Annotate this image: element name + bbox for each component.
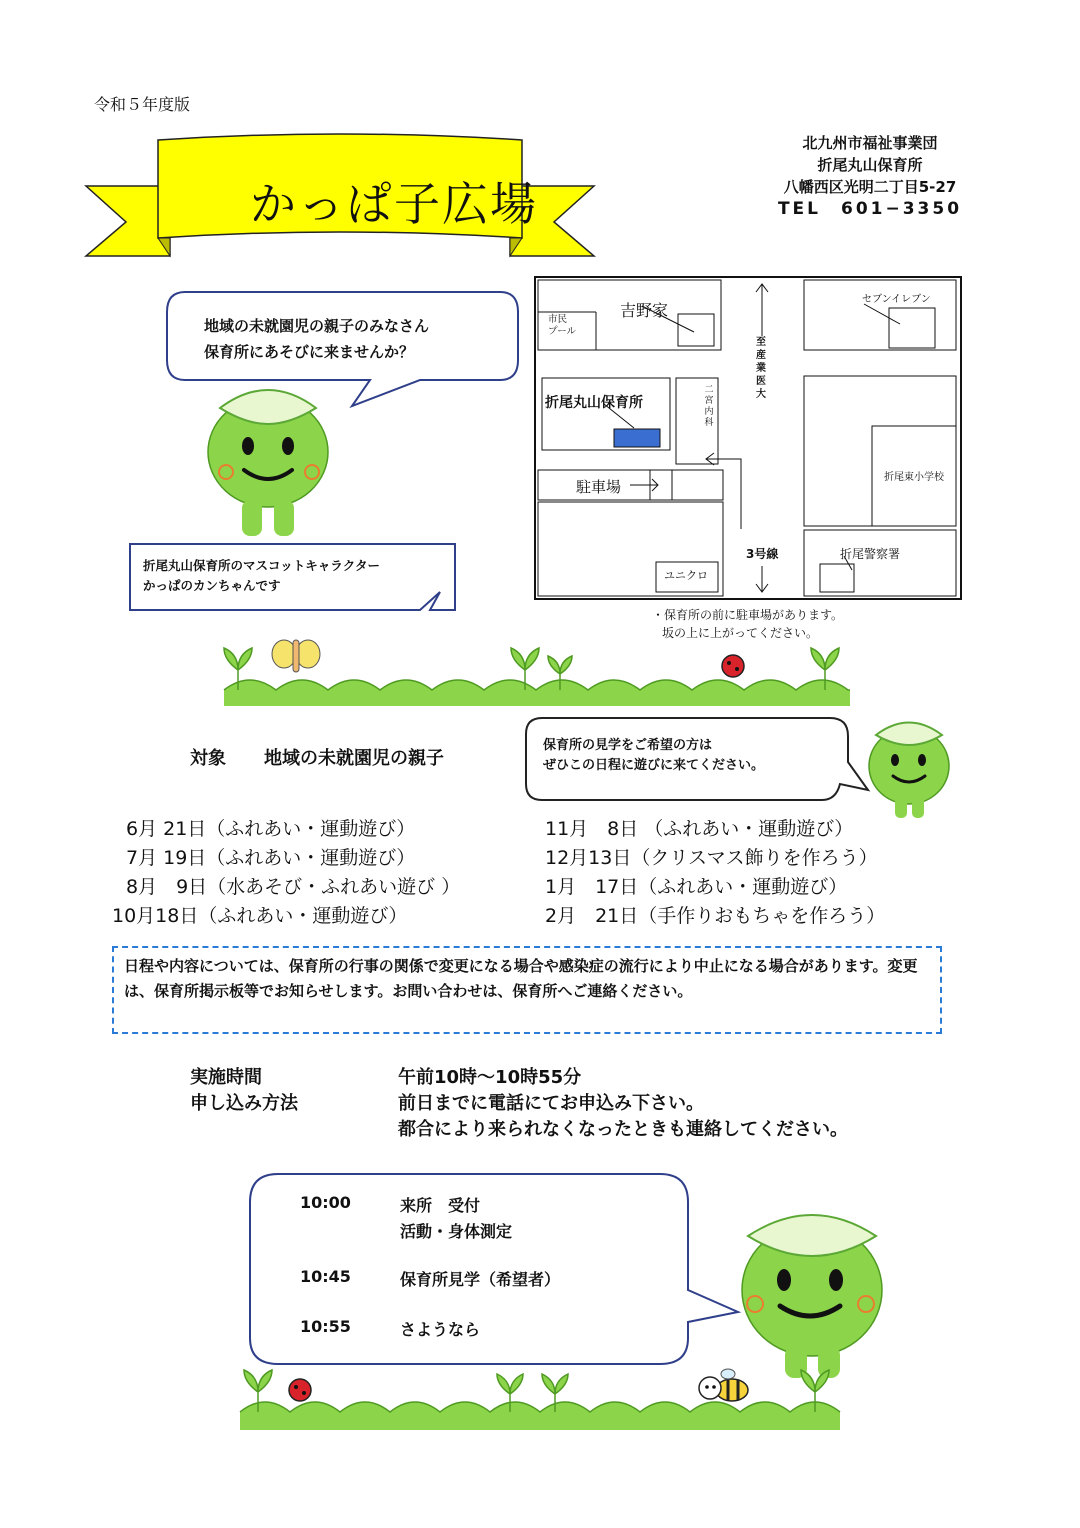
map-pool	[548, 314, 576, 338]
map-univ-char: 産	[756, 350, 766, 361]
schedule-item: 12月13日（クリスマス飾りを作ろう）	[545, 847, 878, 869]
map-clinic-char: 二	[704, 385, 714, 395]
time-label: 実施時間	[190, 1067, 262, 1088]
mascot-large-icon	[742, 1215, 882, 1378]
map-to-university	[755, 336, 767, 401]
apply-value-1: 前日までに電話にてお申込み下さい。	[398, 1093, 704, 1114]
mascot-caption-line-2: かっぱのカンちゃんです	[143, 578, 281, 593]
map-uniqlo: ユニクロ	[664, 569, 708, 582]
mascot-small-icon	[869, 723, 949, 819]
butterfly-icon	[272, 640, 320, 672]
apply-value-2: 都合により来られなくなったときも連絡してください。	[398, 1119, 848, 1140]
map-clinic-char: 宮	[704, 396, 714, 406]
map-univ-char: 医	[756, 376, 766, 387]
day-desc: さようなら	[400, 1320, 481, 1339]
ladybug-icon	[289, 1379, 311, 1401]
map-note	[652, 606, 843, 642]
map-yoshinoya: 吉野家	[620, 301, 669, 320]
visit-message	[543, 736, 764, 776]
map-note-line-2: 坂の上に上がってください。	[662, 626, 819, 640]
visit-line-1: 保育所の見学をご希望の方は	[543, 738, 713, 753]
schedule-left	[112, 815, 460, 931]
day-time: 10:00	[300, 1193, 351, 1212]
day-time: 10:45	[300, 1267, 351, 1286]
schedule-item: 11月 8日 （ふれあい・運動遊び）	[545, 818, 854, 840]
mascot-caption	[143, 556, 380, 596]
edition-label: 令和５年度版	[94, 95, 191, 114]
apply-row	[190, 1091, 704, 1117]
target-label: 対象	[190, 748, 226, 769]
notice-text: 日程や内容については、保育所の行事の関係で変更になる場合や感染症の流行により中止になる場合があります。変更は、保育所掲示板等でお知らせします。お問い合わせは、保育所へご連絡ください。	[124, 957, 918, 1000]
nursery-name: 折尾丸山保育所	[817, 156, 923, 174]
mascot-kan-chan-icon	[208, 390, 328, 536]
event-info	[190, 1065, 848, 1143]
map-clinic-char: 科	[704, 418, 714, 428]
map-univ-char: 業	[756, 363, 766, 374]
map-nursery: 折尾丸山保育所	[545, 395, 643, 411]
schedule-right	[545, 815, 885, 931]
schedule-item: 2月 21日（手作りおもちゃを作ろう）	[545, 905, 886, 927]
ladybug-icon	[722, 655, 744, 677]
visit-line-2: ぜひこの日程に遊びに来てください。	[543, 758, 765, 773]
map-clinic-char: 内	[704, 407, 714, 417]
time-value: 午前10時～10時55分	[398, 1067, 582, 1088]
map-pool-line-1: 市民	[548, 314, 568, 325]
grass-border-bottom	[240, 1370, 840, 1430]
map-univ-char: 大	[756, 389, 766, 400]
map-seven-eleven: セブンイレブン	[862, 294, 931, 305]
map-note-line-1: ・保育所の前に駐車場があります。	[652, 608, 844, 622]
intro-message	[204, 313, 429, 365]
intro-line-2: 保育所にあそびに来ませんか？	[204, 343, 415, 361]
map-clinic	[703, 385, 715, 429]
day-time: 10:55	[300, 1317, 351, 1336]
mascot-caption-line-1: 折尾丸山保育所のマスコットキャラクター	[143, 558, 381, 573]
map-route-3: 3号線	[746, 547, 779, 561]
target-value: 地域の未就園児の親子	[264, 748, 444, 769]
org-name: 北九州市福祉事業団	[802, 134, 938, 152]
phone-number: TEL 601−3350	[777, 199, 963, 219]
bee-icon	[699, 1369, 748, 1401]
schedule-item: 7月 19日（ふれあい・運動遊び）	[126, 847, 416, 869]
day-desc: 来所 受付	[400, 1196, 481, 1215]
page-title: かっぱ子広場	[250, 177, 538, 231]
day-desc: 活動・身体測定	[400, 1222, 513, 1241]
map-pool-line-2: プール	[548, 326, 577, 337]
map-police: 折尾警察署	[840, 547, 901, 561]
day-desc: 保育所見学（希望者）	[400, 1270, 561, 1289]
schedule-item: 1月 17日（ふれあい・運動遊び）	[545, 876, 848, 898]
schedule-item: 6月 21日（ふれあい・運動遊び）	[126, 818, 416, 840]
intro-line-1: 地域の未就園児の親子のみなさん	[204, 317, 430, 335]
apply-label: 申し込み方法	[190, 1093, 298, 1114]
address: 八幡西区光明二丁目5-27	[783, 178, 957, 196]
apply-row-2	[190, 1117, 848, 1143]
target-audience	[190, 744, 444, 770]
time-row	[190, 1065, 582, 1091]
map-school: 折尾東小学校	[884, 472, 944, 483]
map-parking: 駐車場	[576, 478, 622, 496]
schedule-item: 8月 9日（水あそび・ふれあい遊び ）	[126, 876, 461, 898]
map-univ-char: 至	[756, 337, 766, 348]
schedule-item: 10月18日（ふれあい・運動遊び）	[112, 905, 408, 927]
